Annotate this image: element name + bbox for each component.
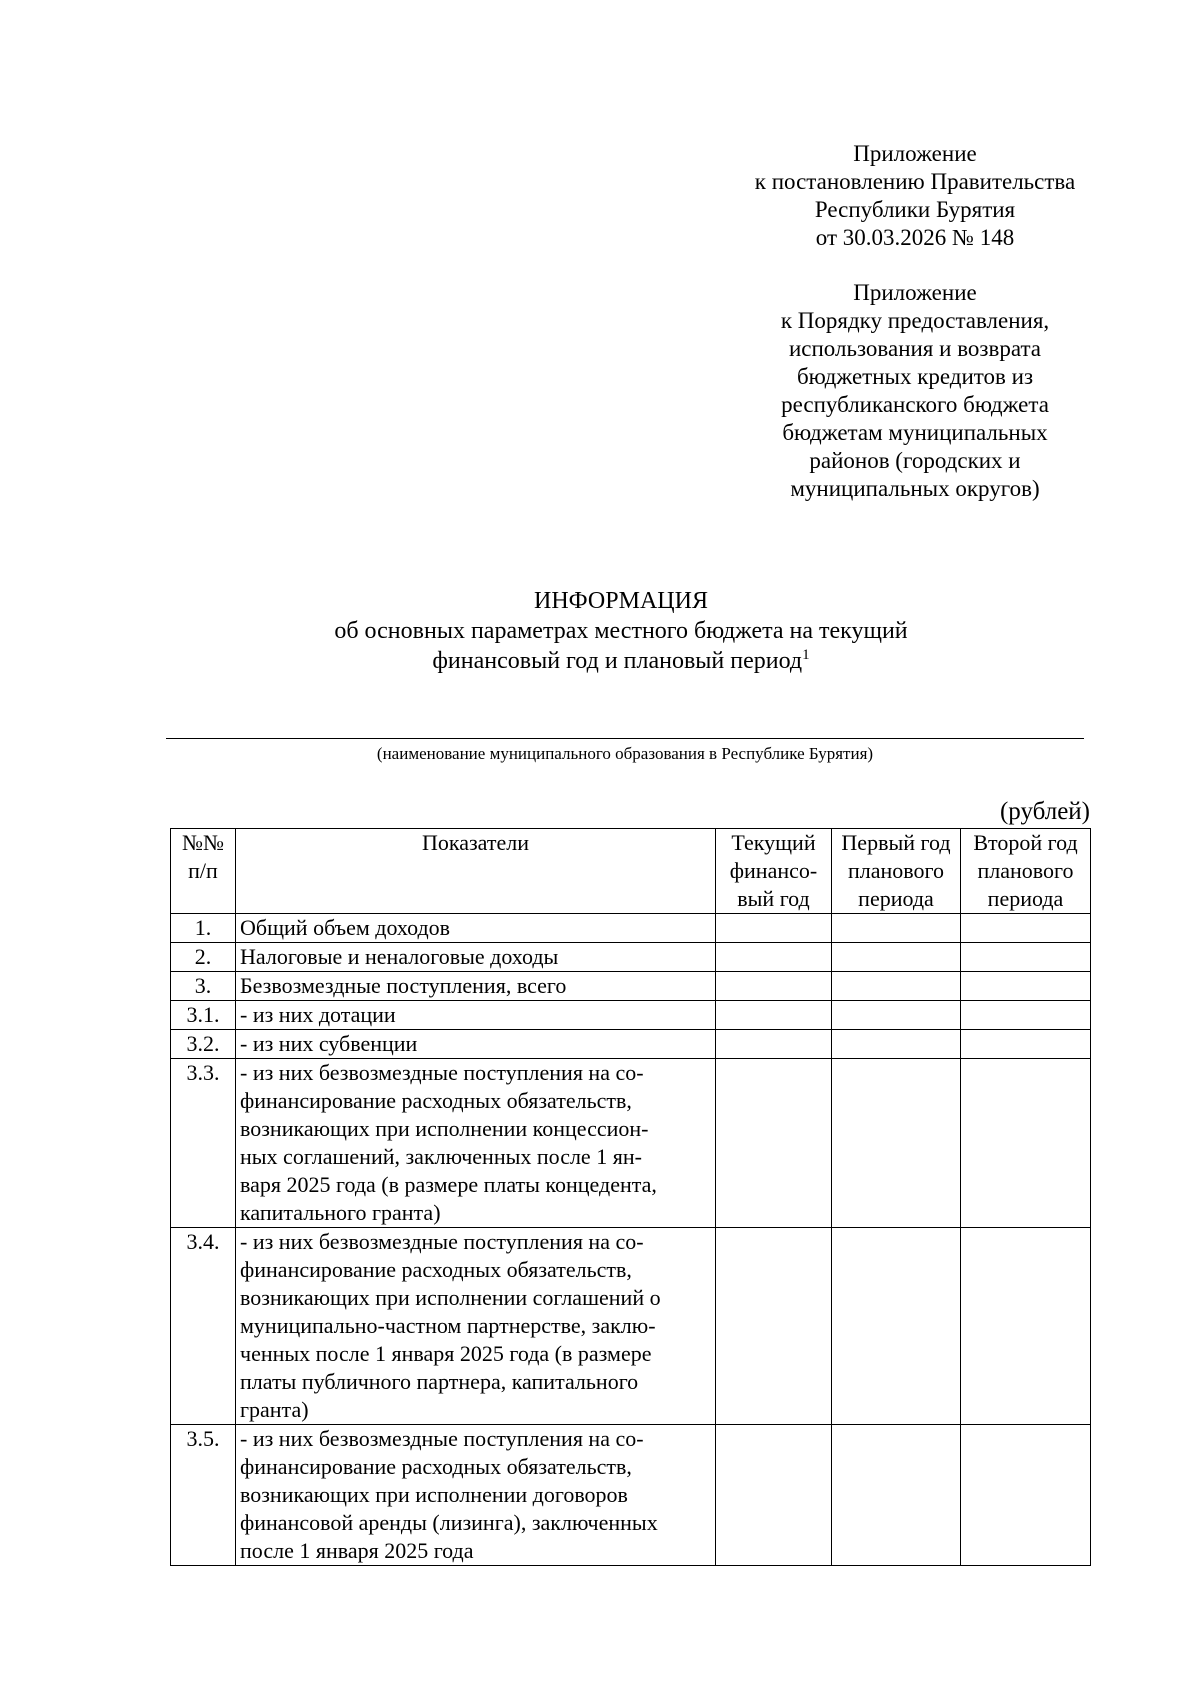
value-second-plan-year (961, 914, 1091, 943)
indicator-line: ченных после 1 января 2025 года (в размере (240, 1341, 652, 1366)
annex-line: к Порядку предоставления, (780, 308, 1050, 333)
document-subtitle-line: об основных параметрах местного бюджета на текущий (334, 618, 908, 644)
indicator-line: возникающих при исполнении договоров (240, 1482, 628, 1507)
indicator-line: - из них безвозмездные поступления на со- (240, 1060, 644, 1085)
header-line: планового (977, 858, 1074, 883)
annex-line: к постановлению Правительства (754, 169, 1076, 194)
header-line: периода (858, 886, 934, 911)
value-first-plan-year (832, 972, 961, 1001)
document-title: ИНФОРМАЦИЯ (534, 588, 708, 614)
annex-line: от 30.03.2026 № 148 (815, 225, 1015, 250)
row-indicator (236, 1030, 716, 1059)
header-line: Первый год (841, 830, 951, 855)
indicator-line: - из них субвенции (240, 1031, 418, 1056)
indicator-line: Налоговые и неналоговые доходы (240, 944, 559, 969)
annex-line: бюджетам муниципальных (782, 420, 1048, 445)
value-second-plan-year (961, 1030, 1091, 1059)
budget-parameters-table (170, 828, 1091, 1566)
header-current-year (716, 829, 832, 914)
indicator-line: после 1 января 2025 года (240, 1538, 474, 1563)
value-first-plan-year (832, 943, 961, 972)
header-num (171, 829, 236, 914)
value-second-plan-year (961, 1001, 1091, 1030)
row-indicator (236, 1228, 716, 1425)
row-indicator (236, 1059, 716, 1228)
indicator-line: - из них безвозмездные поступления на со- (240, 1426, 644, 1451)
indicator-line: Безвозмездные поступления, всего (240, 973, 567, 998)
header-line: вый год (737, 886, 810, 911)
header-second-plan-year (961, 829, 1091, 914)
indicator-line: Общий объем доходов (240, 915, 451, 940)
municipality-underline (166, 738, 1084, 739)
row-number: 3.2. (171, 1030, 236, 1059)
row-indicator (236, 1001, 716, 1030)
row-number: 2. (171, 943, 236, 972)
annex-line: республиканского бюджета (781, 392, 1049, 417)
value-current-year (716, 1059, 832, 1228)
row-number: 3.4. (171, 1228, 236, 1425)
row-indicator (236, 972, 716, 1001)
value-current-year (716, 1030, 832, 1059)
value-current-year (716, 1001, 832, 1030)
indicator-line: ных соглашений, заключенных после 1 ян- (240, 1144, 642, 1169)
row-indicator (236, 1425, 716, 1566)
header-line: п/п (188, 858, 218, 883)
value-first-plan-year (832, 1425, 961, 1566)
value-second-plan-year (961, 1228, 1091, 1425)
header-line: Второй год (973, 830, 1078, 855)
value-first-plan-year (832, 1059, 961, 1228)
indicator-line: гранта) (240, 1397, 309, 1422)
table-row (171, 1059, 1091, 1228)
annex-line: бюджетных кредитов из (796, 364, 1034, 389)
value-second-plan-year (961, 972, 1091, 1001)
row-number: 3.5. (171, 1425, 236, 1566)
value-first-plan-year (832, 914, 961, 943)
annex-line: использования и возврата (788, 336, 1041, 361)
table-header-row (171, 829, 1091, 914)
row-number: 3.3. (171, 1059, 236, 1228)
value-first-plan-year (832, 1228, 961, 1425)
table-row (171, 1030, 1091, 1059)
table-row (171, 914, 1091, 943)
indicator-line: платы публичного партнера, капитального (240, 1369, 639, 1394)
value-current-year (716, 914, 832, 943)
row-number: 1. (171, 914, 236, 943)
value-current-year (716, 972, 832, 1001)
units-label: (рублей) (999, 798, 1090, 825)
value-second-plan-year (961, 1425, 1091, 1566)
header-line: периода (987, 886, 1064, 911)
indicator-line: возникающих при исполнении концессион- (240, 1116, 649, 1141)
indicator-line: финансирование расходных обязательств, (240, 1257, 632, 1282)
value-first-plan-year (832, 1030, 961, 1059)
annex-line: Приложение (853, 280, 977, 305)
header-line: планового (847, 858, 944, 883)
document-subtitle-text: финансовый год и плановый период (432, 648, 803, 674)
table-row (171, 972, 1091, 1001)
value-current-year (716, 1425, 832, 1566)
footnote-mark: 1 (802, 647, 810, 663)
header-line: финансо- (729, 858, 818, 883)
annex-line: Приложение (853, 141, 977, 166)
indicator-line: капитального гранта) (240, 1200, 441, 1225)
value-first-plan-year (832, 1001, 961, 1030)
row-indicator (236, 914, 716, 943)
indicator-line: муниципально-частном партнерстве, заклю- (240, 1313, 656, 1338)
annex-line: муниципальных округов) (790, 476, 1040, 501)
annex-block (745, 140, 1085, 503)
value-current-year (716, 943, 832, 972)
table-row (171, 1228, 1091, 1425)
table-row (171, 943, 1091, 972)
indicator-line: финансирование расходных обязательств, (240, 1454, 632, 1479)
indicator-line: - из них дотации (240, 1002, 396, 1027)
header-indicator: Показатели (236, 829, 716, 914)
value-second-plan-year (961, 943, 1091, 972)
header-line: Текущий (731, 830, 816, 855)
municipality-caption: (наименование муниципального образования в Республике Бурятия) (376, 744, 874, 763)
annex-line: Республики Бурятия (814, 197, 1016, 222)
document-subtitle-line (200, 646, 1042, 676)
table-body (171, 914, 1091, 1566)
header-line: №№ (182, 830, 224, 855)
table-row (171, 1001, 1091, 1030)
indicator-line: финансирование расходных обязательств, (240, 1088, 632, 1113)
document-heading (200, 586, 1042, 676)
row-number: 3.1. (171, 1001, 236, 1030)
annex-gap (745, 252, 1085, 279)
indicator-line: варя 2025 года (в размере платы концедента, (240, 1172, 657, 1197)
annex-line: районов (городских и (809, 448, 1021, 473)
value-current-year (716, 1228, 832, 1425)
value-second-plan-year (961, 1059, 1091, 1228)
indicator-line: финансовой аренды (лизинга), заключенных (240, 1510, 658, 1535)
row-number: 3. (171, 972, 236, 1001)
indicator-line: - из них безвозмездные поступления на со- (240, 1229, 644, 1254)
table-row (171, 1425, 1091, 1566)
indicator-line: возникающих при исполнении соглашений о (240, 1285, 661, 1310)
header-first-plan-year (832, 829, 961, 914)
row-indicator (236, 943, 716, 972)
